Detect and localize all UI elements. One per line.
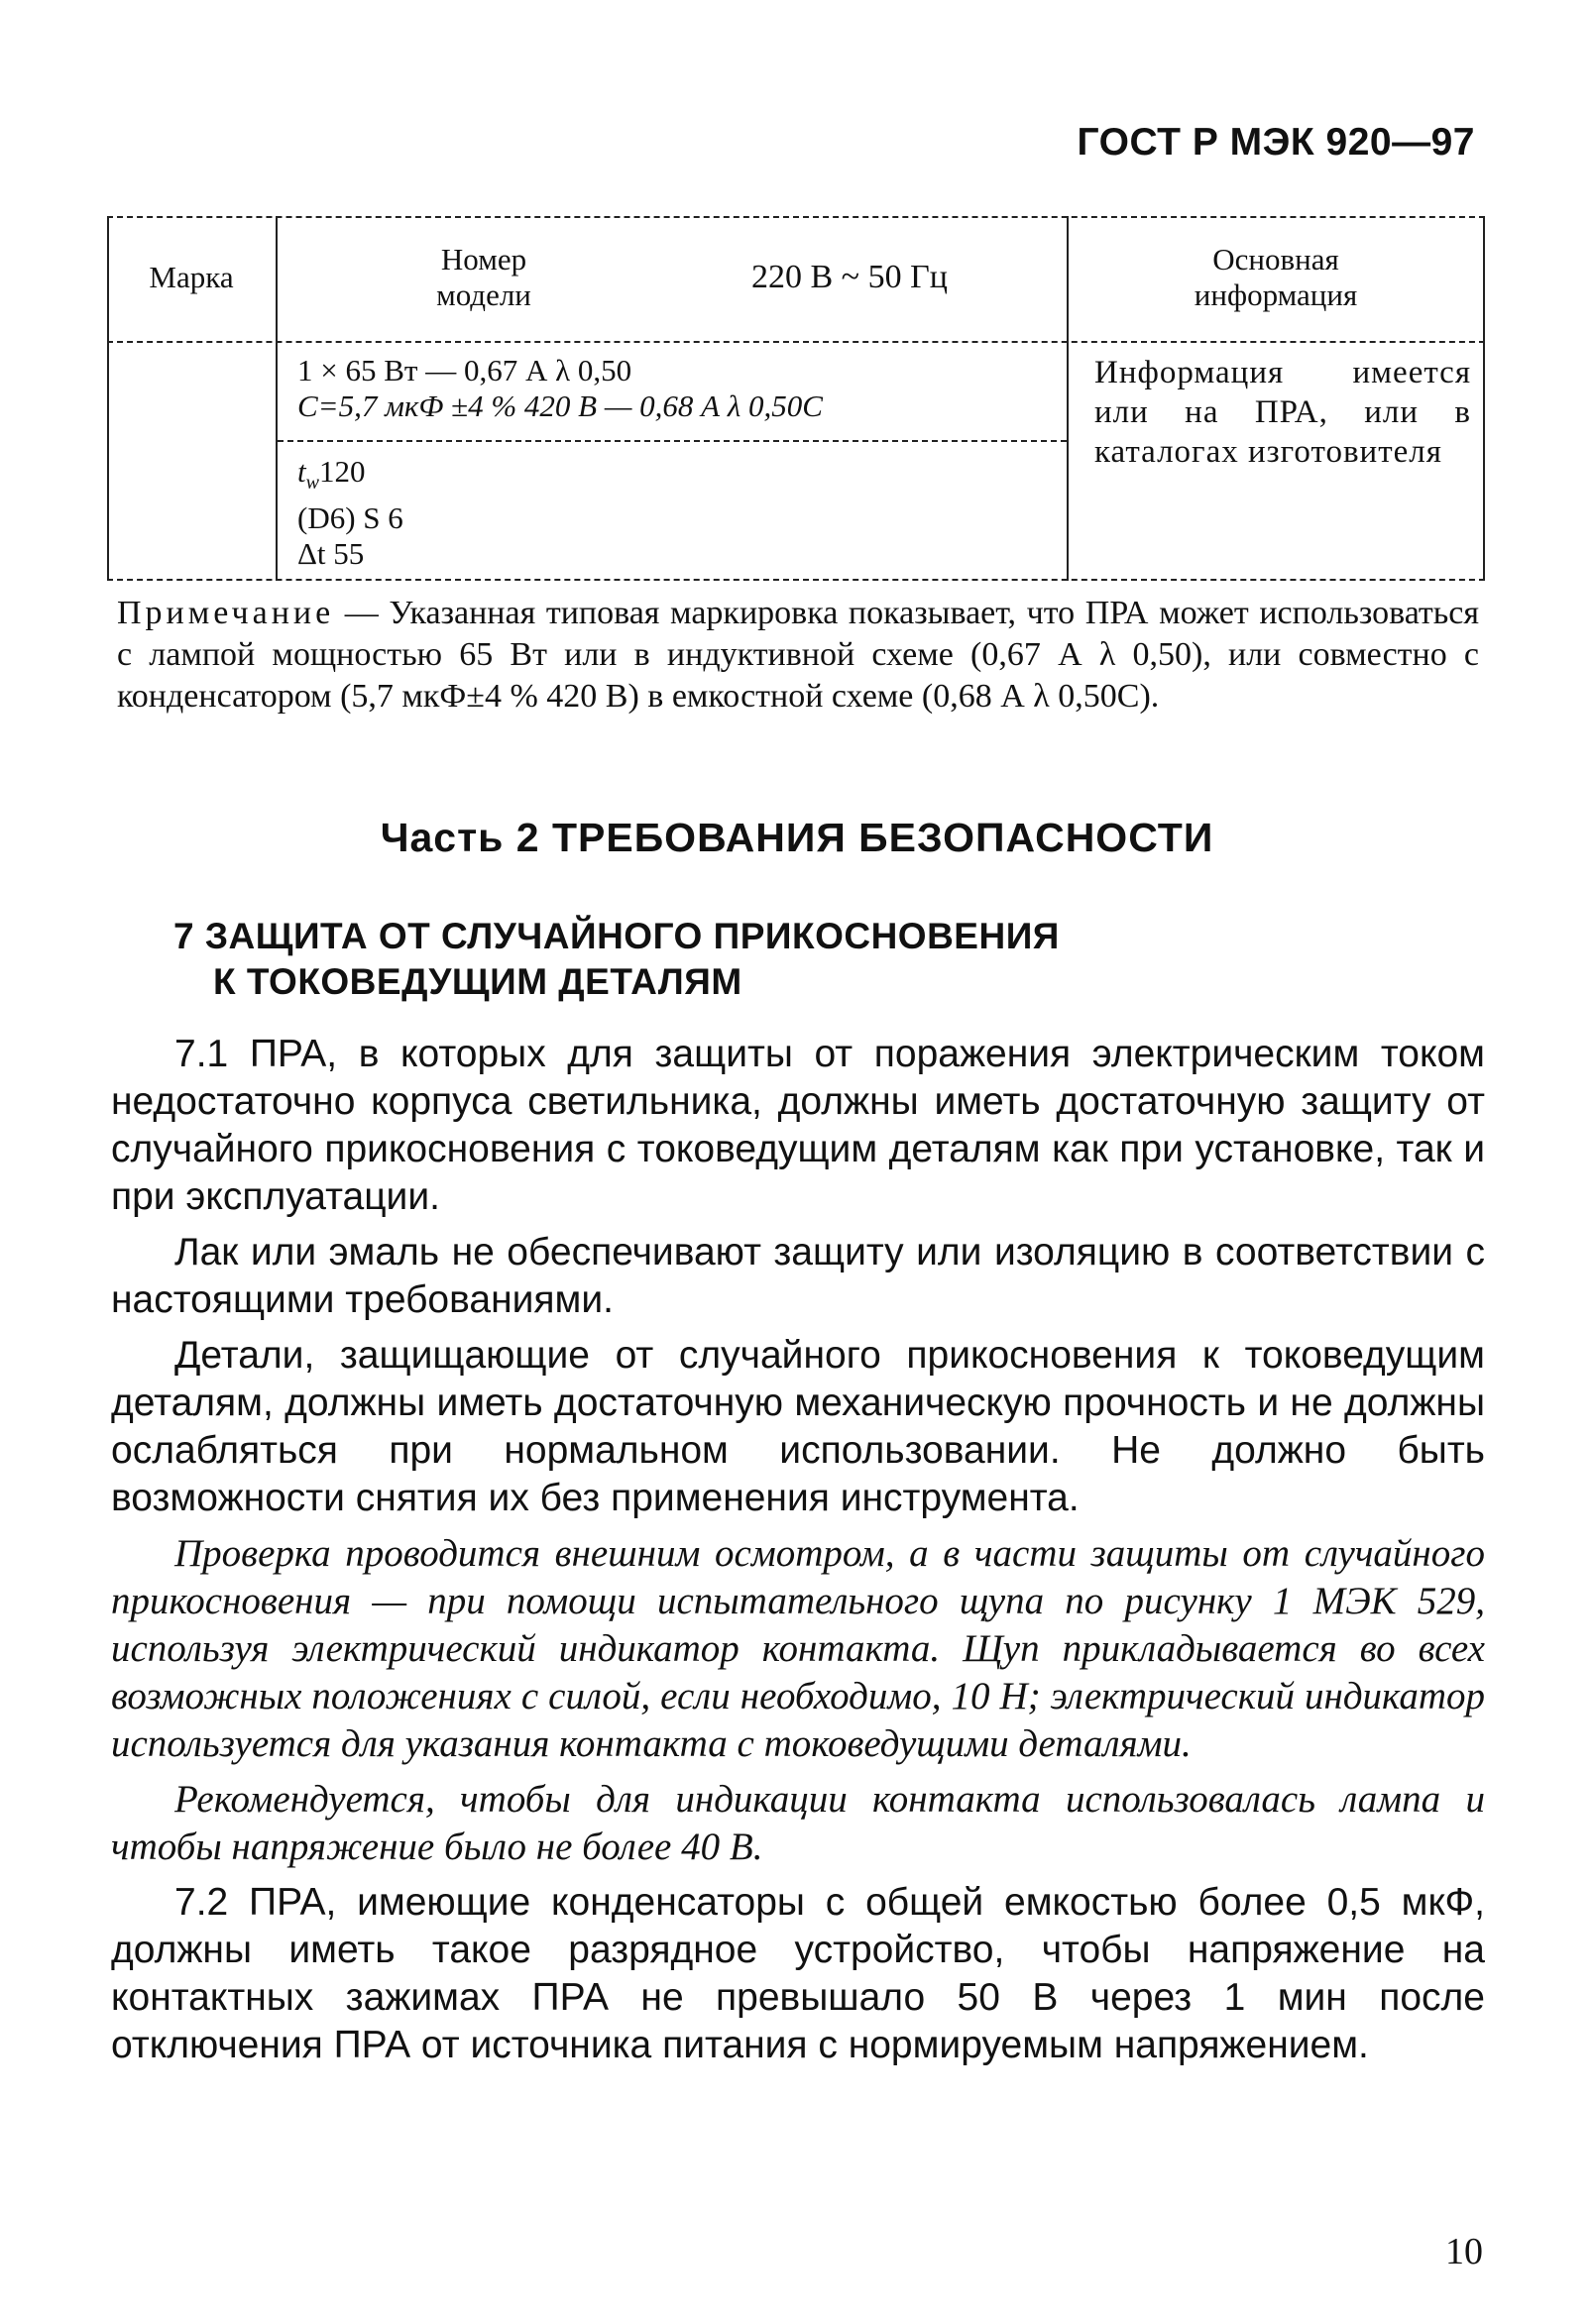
- table-row-divider: [278, 440, 1067, 442]
- header-info-line1: Основная: [1212, 242, 1339, 277]
- note-text: — Указанная типовая маркировка показывает, что ПРА может использоваться с лампой мощностью 65 Вт или в индуктивной схеме (0,67 А λ 0,50), или совместно с конденсатором (5,7 мкФ±4 % 420 В) в емкостной схеме (0,68 А λ 0,50С).: [117, 595, 1479, 715]
- model-extra-cell: [297, 454, 403, 572]
- model-dt: Δt 55: [297, 536, 365, 572]
- paragraph-recommendation: Рекомендуется, чтобы для индикации контакта использовалась лампа и чтобы напряжение было не более 40 В.: [111, 1778, 1485, 1868]
- table-note: [117, 593, 1479, 718]
- table-header-divider: [107, 341, 1485, 343]
- paragraph-check: Проверка проводится внешним осмотром, а в части защиты от случайного прикосновения — при помощи испытательного щупа по рисунку 1 МЭК 529, используя электрический индикатор контакта. Щуп прикладывается во всех возможных положениях с силой, если необходимо, 10 Н; электрический индикатор используется для указания контакта с токоведущими деталями.: [111, 1532, 1485, 1765]
- header-model: [365, 242, 603, 313]
- header-info: [1069, 242, 1483, 313]
- paragraph-7-2: 7.2 ПРА, имеющие конденсаторы с общей емкостью более 0,5 мкФ, должны иметь такое разрядное устройство, чтобы напряжение на контактных зажимах ПРА не превышало 50 В через 1 мин после отключения ПРА от источника питания с нормируемым напряжением.: [111, 1881, 1485, 2066]
- header-mark: Марка: [149, 260, 234, 294]
- header-model-line2: модели: [436, 277, 531, 312]
- paragraph-parts: Детали, защищающие от случайного прикосновения к токоведущим деталям, должны иметь достаточную механическую прочность и не должны ослабляться при нормальном использовании. Не должно быть возможности снятия их без применения инструмента.: [111, 1334, 1485, 1519]
- tw-symbol: [297, 454, 319, 495]
- section-title-line1: 7 ЗАЩИТА ОТ СЛУЧАЙНОГО ПРИКОСНОВЕНИЯ: [173, 916, 1060, 956]
- model-line-1: 1 × 65 Вт — 0,67 А λ 0,50: [297, 353, 632, 387]
- header-info-line2: информация: [1194, 277, 1358, 312]
- marking-table: [107, 216, 1485, 581]
- paragraph-lacquer: Лак или эмаль не обеспечивают защиту или изоляцию в соответствии с настоящими требованиями.: [111, 1231, 1485, 1321]
- model-d6: (D6) S 6: [297, 500, 403, 536]
- section-body: [111, 1031, 1485, 2077]
- info-cell: Информация имеется или на ПРА, или в каталогах изготовителя: [1094, 355, 1471, 470]
- tw-value: 120: [318, 454, 366, 489]
- tw-prefix: t: [297, 454, 306, 489]
- page-number: 10: [1445, 2231, 1483, 2272]
- header-power: 220 В ~ 50 Гц: [751, 259, 948, 295]
- paragraph-7-1: 7.1 ПРА, в которых для защиты от поражения электрическим током недостаточно корпуса светильника, должны иметь достаточную защиту от случайного прикосновения с токоведущим деталям как при установке, так и при эксплуатации.: [111, 1033, 1485, 1218]
- model-cell: [297, 353, 823, 424]
- section-title: [173, 914, 1060, 1005]
- standard-header: ГОСТ Р МЭК 920—97: [1077, 121, 1475, 164]
- model-line-2: C=5,7 мкФ ±4 % 420 В — 0,68 А λ 0,50C: [297, 388, 823, 423]
- part-title: Часть 2 ТРЕБОВАНИЯ БЕЗОПАСНОСТИ: [380, 815, 1214, 860]
- tw-sub: w: [305, 472, 319, 495]
- model-tw: [297, 454, 403, 500]
- table-divider-1: [276, 216, 278, 581]
- note-label: Примечание: [117, 595, 335, 631]
- section-title-line2: К ТОКОВЕДУЩИМ ДЕТАЛЯМ: [213, 961, 742, 1002]
- header-model-line1: Номер: [440, 242, 527, 277]
